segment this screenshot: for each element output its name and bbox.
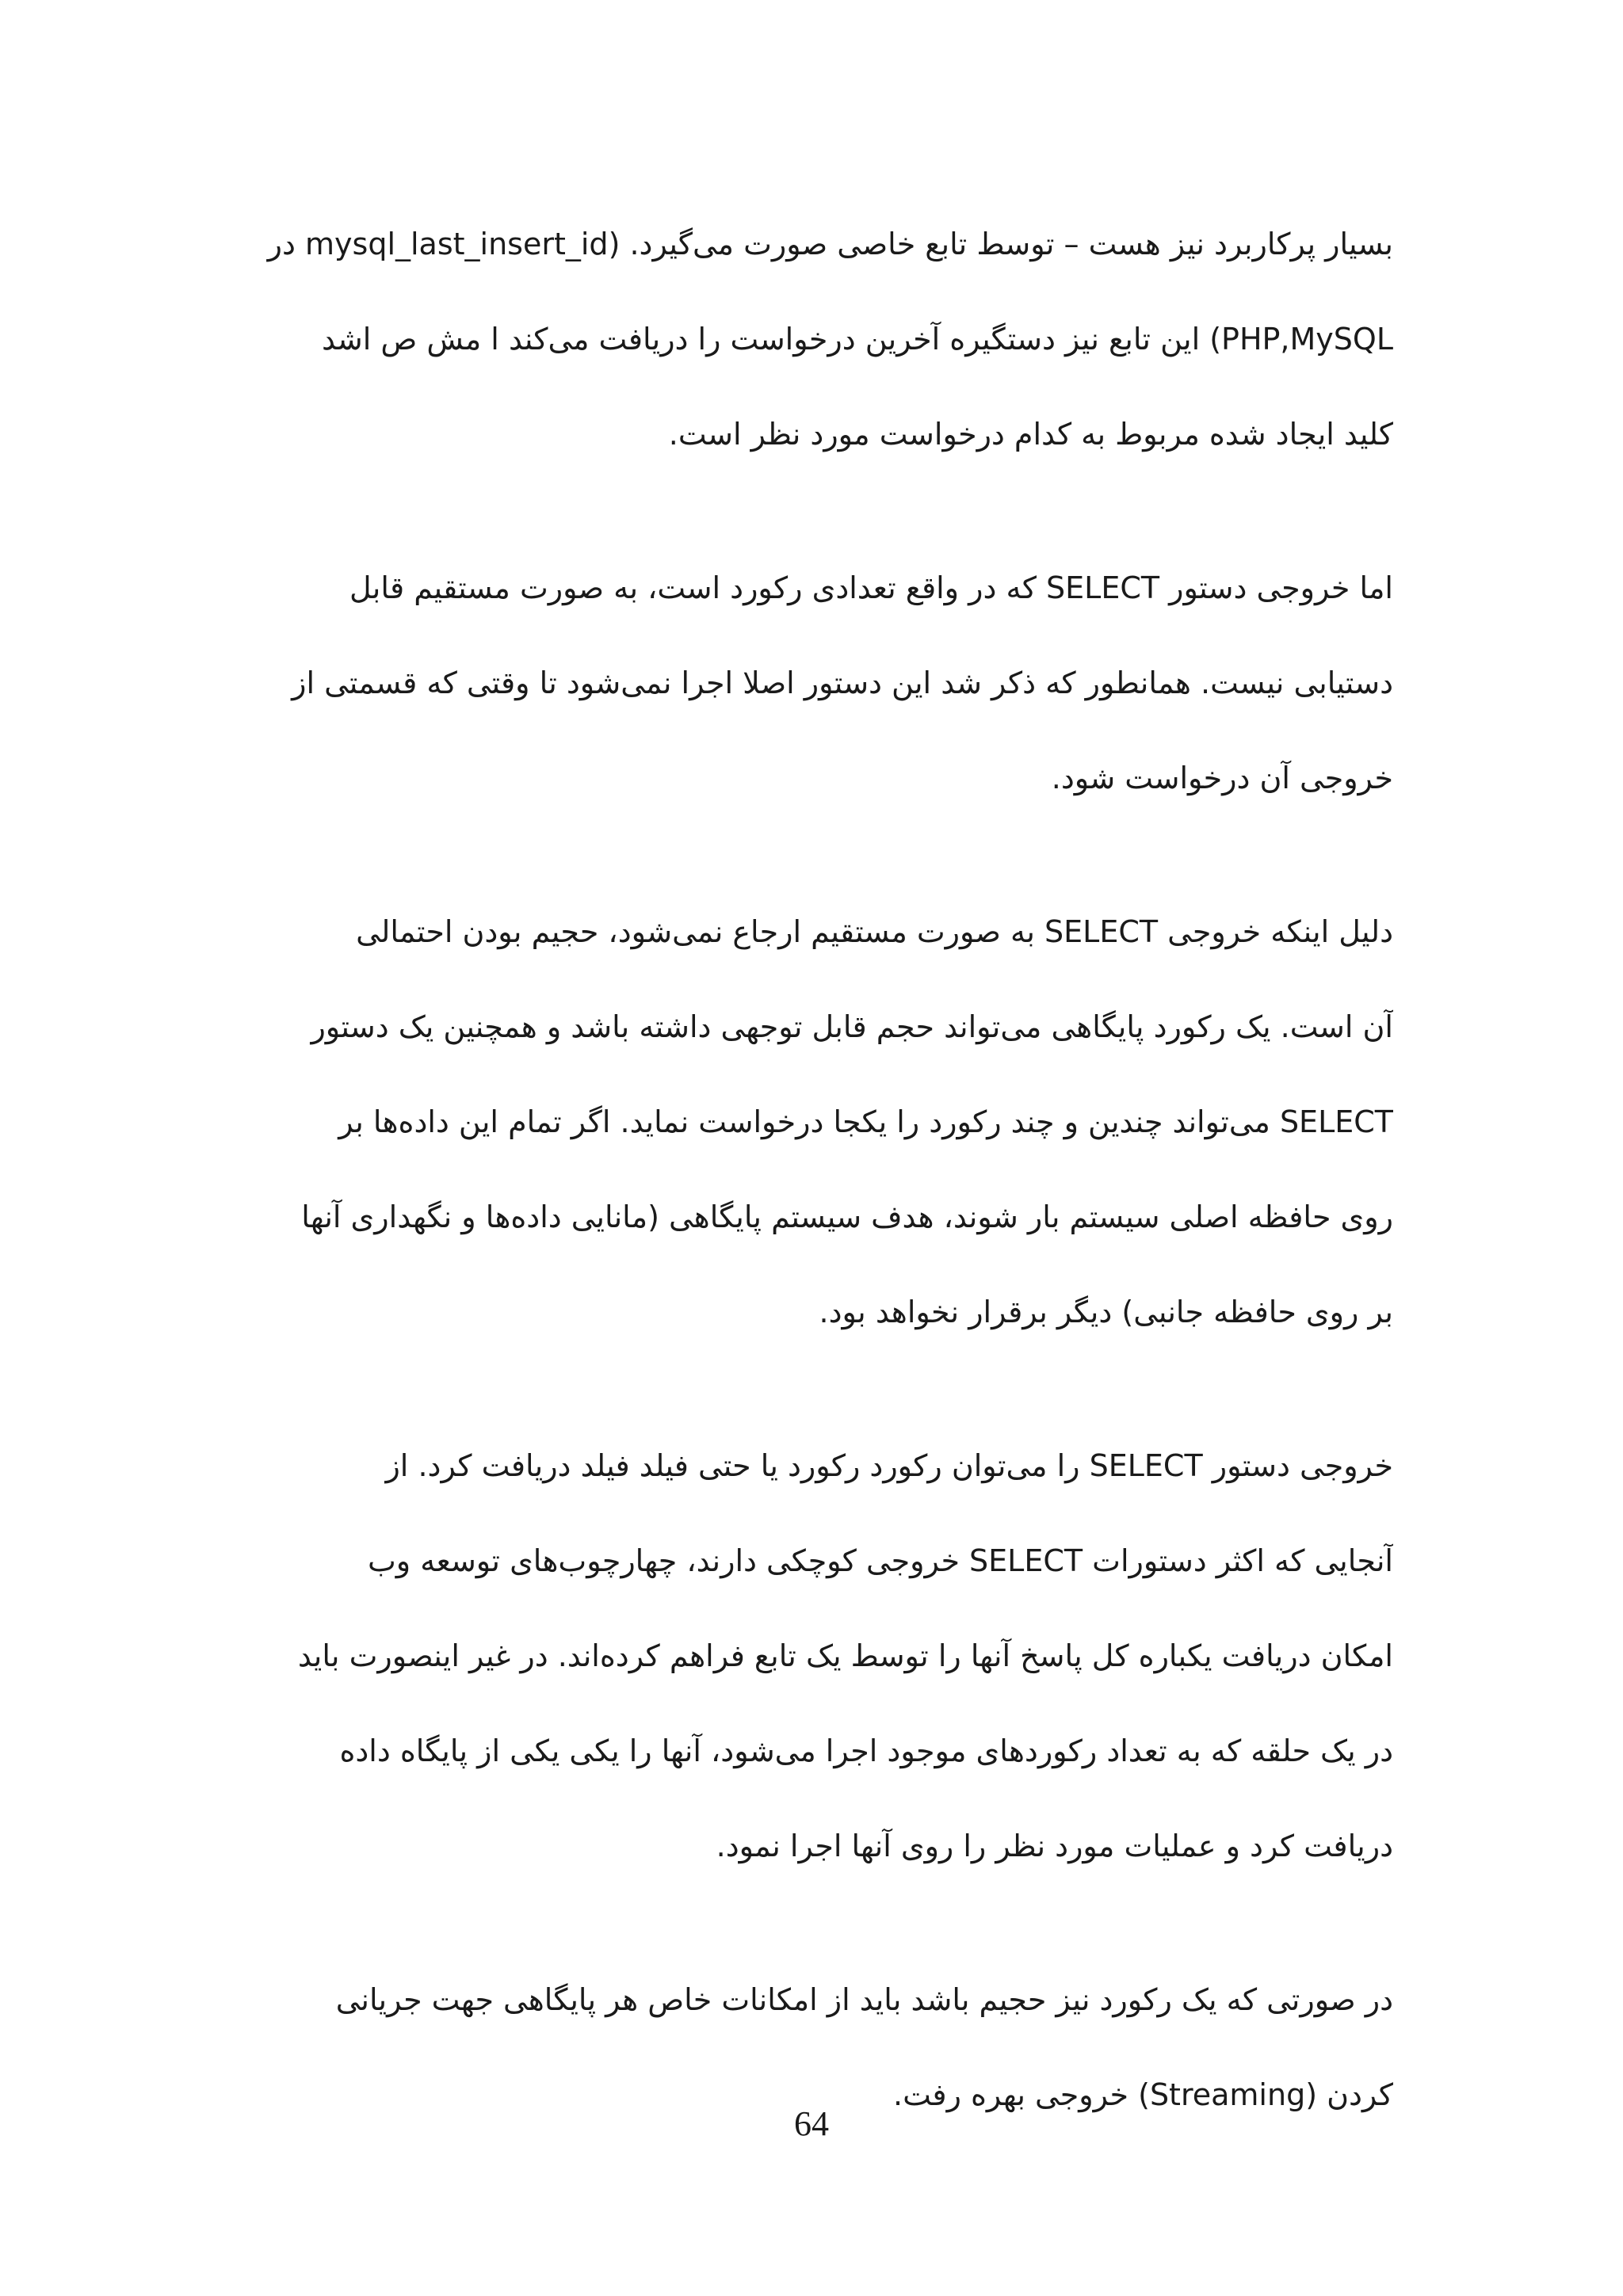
paragraph-line: PHP,MySQL) این تابع نیز دستگیره آخرین درخواست را دریافت می‌کند ا مش ص اشد (321, 322, 1393, 357)
paragraph-line: روی حافظه اصلی سیستم بار شوند، هدف سیستم پایگاهی (مانایی داده‌ها و نگهداری آنها (301, 1199, 1393, 1234)
paragraph-line: خروجی آن درخواست شود. (1051, 761, 1393, 795)
paragraph-line: آنجایی که اکثر دستورات SELECT خروجی کوچکی دارند، چهارچوب‌های توسعه وب (368, 1543, 1393, 1578)
paragraph-line: دستیابی نیست. همانطور که ذکر شد این دستور اصلا اجرا نمی‌شود تا وقتی که قسمتی از (292, 666, 1393, 700)
paragraph-line: خروجی دستور SELECT را می‌توان رکورد رکورد یا حتی فیلد فیلد دریافت کرد. از (385, 1448, 1393, 1483)
paragraph-line: آن است. یک رکورد پایگاهی می‌تواند حجم قابل توجهی داشته باشد و همچنین یک دستور (311, 1009, 1393, 1044)
paragraph-line: دریافت کرد و عملیات مورد نظر را روی آنها اجرا نمود. (716, 1829, 1393, 1863)
paragraph-line: کلید ایجاد شده مربوط به کدام درخواست مورد نظر است. (668, 417, 1393, 452)
paragraph-line: SELECT می‌تواند چندین و چند رکورد را یکجا درخواست نماید. اگر تمام این داده‌ها بر (338, 1104, 1393, 1139)
paragraph-2 (190, 540, 1393, 826)
paragraph-3 (190, 884, 1393, 1360)
paragraph-line: امکان دریافت یکباره کل پاسخ آنها را توسط یک تابع فراهم کرده‌اند. در غیر اینصورت باید (297, 1638, 1393, 1673)
page-number: 64 (794, 2104, 829, 2143)
paragraph-4 (190, 1418, 1393, 1894)
paragraph-1 (190, 196, 1393, 482)
paragraph-line: کردن (Streaming) خروجی بهره رفت. (893, 2077, 1393, 2112)
paragraph-line: بسیار پرکاربرد نیز هست – توسط تابع خاصی صورت می‌گیرد. (mysql_last_insert_id در (267, 227, 1393, 261)
paragraph-line: دلیل اینکه خروجی SELECT به صورت مستقیم ارجاع نمی‌شود، حجیم بودن احتمالی (356, 914, 1393, 949)
paragraph-line: اما خروجی دستور SELECT که در واقع تعدادی رکورد است، به صورت مستقیم قابل (349, 570, 1393, 605)
paragraph-line: در یک حلقه که به تعداد رکوردهای موجود اجرا می‌شود، آنها را یکی یکی از پایگاه داده (339, 1733, 1393, 1768)
paragraph-line: در صورتی که یک رکورد نیز حجیم باشد باید از امکانات خاص هر پایگاهی جهت جریانی (335, 1982, 1393, 2017)
paragraph-line: بر روی حافظه جانبی) دیگر برقرار نخواهد بود. (819, 1295, 1393, 1329)
body-text (190, 196, 1393, 2201)
